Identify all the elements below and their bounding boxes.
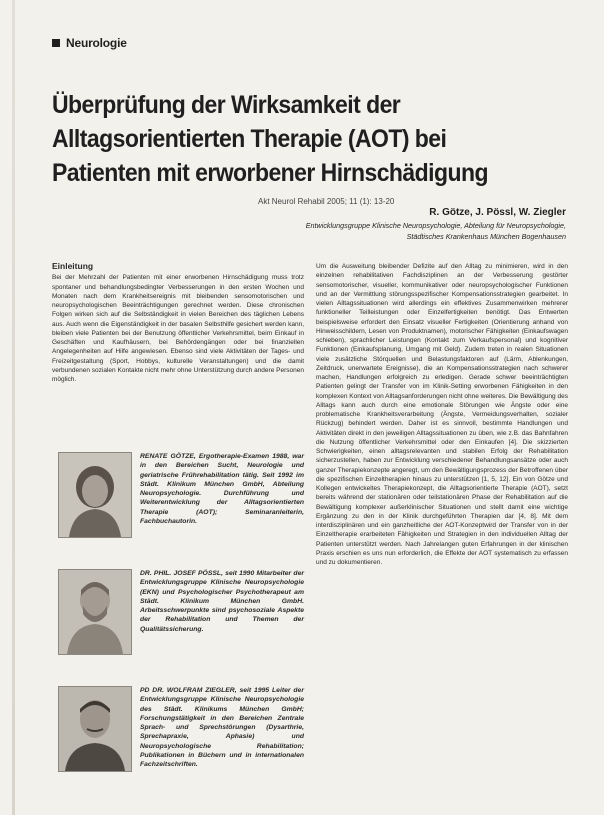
- portrait-man-beard-icon: [59, 570, 131, 654]
- bio-goetze: [58, 452, 304, 569]
- citation: Akt Neurol Rehabil 2005; 11 (1): 13-20: [258, 197, 395, 206]
- bio-poessl: [58, 569, 304, 686]
- right-paragraph: Um die Ausweitung bleibender Defizite auf den Alltag zu minimieren, wird in den einzelnen rehabilitativen Fachdisziplinen an der Verbesserung gestörter sensomotorischer, visueller, kommunikativer oder neuropsychologischer Funktionen und an der Vermittlung störungsspezifischer Kompensationsstrategien gearbeitet. In vielen Alltagssituationen wird allerdings ein effektives Zusammenwirken mehrerer funktioneller Teilleistungen oder Einzelfertigkeiten benötigt. Das Entwerten beispielsweise erfordert den Einsatz visueller Fertigkeiten (Orientierung anhand von Hinweisschildern, Lesen von Produktnamen), motorischer Fähigkeiten (Einkaufswagen schieben), sprachlicher Leistungen (Kontakt zum Verkaufspersonal) und kognitiver Funktionen (Einkaufsplanung, Umgang mit Geld). Zudem treten in realen Situationen viele zusätzliche Störquellen und Belastungsfaktoren auf (Lärm, Ablenkungen, Zeitdruck, unerwartete Ereignisse), die an Kompensationsstrategien nach schwerer machen, Handlungen erfolgreich zu erledigen. Gerade schwer beeinträchtigten Patienten gelingt der Transfer von im Klinik-Setting erworbenen Fähigkeiten in den komplexen Kontext von Alltagsanforderungen nicht ohne weiteres. Die Bewältigung des Alltags kann auch durch eine emotionale Störungen wie Ängste oder eine problematische Krankheitsverarbeitung (Ängste, Vermeidungsverhalten, sozialer Rückzug) behindert werden. Daher ist es sinnvoll, bestimmte Handlungen und Aktivitäten direkt in den jeweiligen Alltagssituationen zu üben, wie z.B. das Bahnfahren die Nutzung öffentlicher Verkehrsmittel oder den Einkaufen [4]. Die skizzierten Schwierigkeiten, einen alltagsrelevanten und stabilen Erfolg der Rehabilitation sicherzustellen, haben zur Entwicklung verschiedener Behandlungsansätze oder auch ganzer Therapiekonzepte angeregt, um den Bewältigungsprozess der Betroffenen über die spezifischen Einzeltherapien hinaus zu unterstützen [1, 5, 12]. Ein von Götze und Kollegen entwickeltes Therapiekonzept, die Alltagsorientierte Therapie (AOT), setzt bereits während der stationären oder teilstationären Phase der Rehabilitation auf die Bewältigung komplexer außerklinischer Situationen und stellt damit eine wichtige Ergänzung zu den in der Klinik durchgeführten Therapien dar [4, 8]. Mit dem interdisziplinären und ein ganzheitliche der AOT-Konzeptwird der Transfer von in der Einzeltherapie erarbeiteten Fähigkeiten und Strategien in den individuellen Alltag der Patienten unterstützt werden. Nach Jahrelangen guten Erfahrungen in der klinischen Praxis erschien es uns nun erforderlich, die Effekte der AOT systematisch zu erfassen und zu dokumentieren.: [316, 263, 568, 566]
- intro-column: [52, 262, 304, 384]
- right-column: [316, 262, 568, 567]
- portrait-woman-icon: [59, 453, 131, 537]
- intro-heading: Einleitung: [52, 261, 94, 271]
- page-binding-edge: [12, 0, 15, 815]
- article-title: Überprüfung der Wirksamkeit der Alltagsorientierten Therapie (AOT) bei Patienten mit erworbener Hirnschädigung: [52, 91, 488, 187]
- authors: R. Götze, J. Pössl, W. Ziegler: [429, 207, 566, 218]
- affiliation-line: Entwicklungsgruppe Klinische Neuropsychologie, Abteilung für Neuropsychologie,: [305, 221, 566, 230]
- bio-text-ziegler: PD DR. WOLFRAM ZIEGLER, seit 1995 Leiter der Entwicklungsgruppe Klinische Neuropsychologie des Städt. Klinikums München GmbH; Forschungstätigkeit in den Bereichen Zentrale Sprach- und Sprechstörungen (Dysarthrie, Sprechapraxie, Aphasie) und Neuropsychologische Rehabilitation; Publikationen in Büchern und in internationalen Fachzeitschriften.: [140, 687, 304, 769]
- author-photo-poessl: [58, 569, 132, 655]
- affiliation: [246, 221, 566, 242]
- portrait-man-icon: [59, 687, 131, 771]
- author-bios: [58, 452, 304, 803]
- section-label: Neurologie: [66, 36, 127, 50]
- section-tag: [52, 36, 127, 50]
- author-photo-goetze: [58, 452, 132, 538]
- author-photo-ziegler: [58, 686, 132, 772]
- section-square-icon: [52, 39, 60, 47]
- bio-text-goetze: RENATE GÖTZE, Ergotherapie-Examen 1988, war in den Bereichen Sucht, Neurologie und geriatrische Frührehabilitation tätig. Seit 1992 im Städt. Klinikum München GmbH, Abteilung Neuropsychologie. Durchführung und Weiterentwicklung der Alltagsorientierten Therapie (AOT); Seminaranleiterin, Fachbuchautorin.: [140, 453, 304, 526]
- affiliation-line: Städtisches Krankenhaus München Bogenhausen: [406, 231, 566, 241]
- intro-paragraph: Bei der Mehrzahl der Patienten mit einer erworbenen Hirnschädigung muss trotz spontaner und behandlungsbedingter Verbesserungen in den ersten Wochen und Monaten nach dem Krankheitsereignis mit bleibenden sensomotorischen und neuropsychologischen Beeinträchtigungen gerechnet werden. Diese chronischen Folgen wirken sich auf die Selbständigkeit in vielen Bereichen des täglichen Lebens aus. Auch wenn die Eigenständigkeit in der basalen Selbsthilfe gesichert werden kann, bleiben viele Patienten bei der Benutzung öffentlicher Verkehrsmittel, beim Einkauf in Geschäften und Kaufhäusern, bei Behördengängen oder bei finanziellen Angelegenheiten auf Hilfe angewiesen. Ebenso sind viele Aktivitäten der Tages- und Freizeitgestaltung (Sport, Hobbys, kulturelle Veranstaltungen) und die damit verbundenen sozialen Kontakte nicht mehr ohne Unterstützung durch andere Personen möglich.: [52, 274, 304, 383]
- bio-text-poessl: DR. PHIL. JOSEF PÖSSL, seit 1990 Mitarbeiter der Entwicklungsgruppe Klinische Neuropsychologie (EKN) und Psychologischer Psychotherapeut am Städt. Klinikum München GmbH. Arbeitsschwerpunkte sind psychosoziale Aspekte der Rehabilitation und Themen der Qualitätssicherung.: [140, 570, 304, 633]
- bio-ziegler: [58, 686, 304, 803]
